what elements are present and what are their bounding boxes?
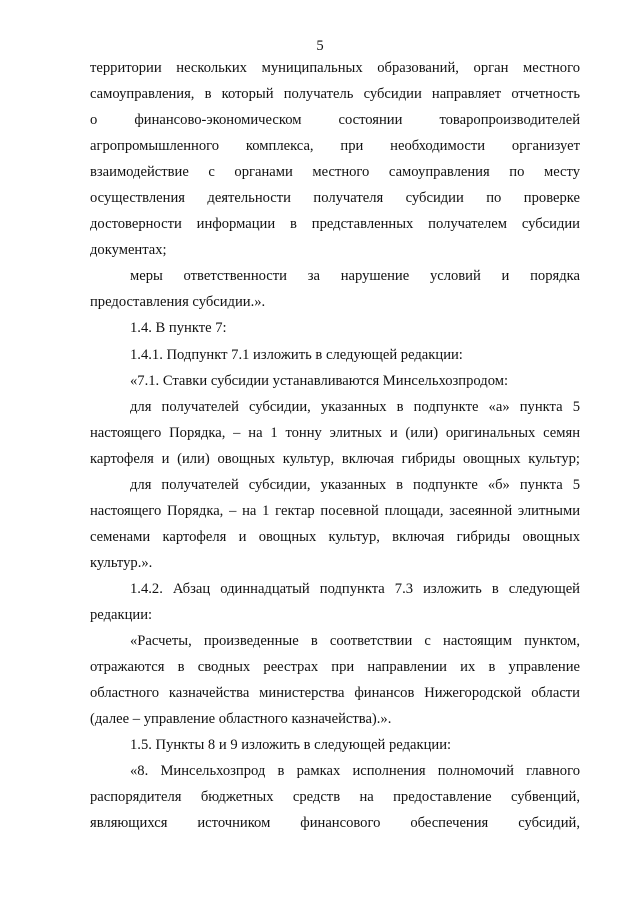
text-line: (далее – управление областного казначейства).». [90,711,392,728]
text-line: областного казначейства министерства финансов Нижегородской области [90,685,580,702]
text-line: взаимодействие с органами местного самоуправления по месту [90,164,580,181]
text-line: культур.». [90,554,153,571]
text-line: распорядителя бюджетных средств на предоставление субвенций, [90,789,580,806]
text-line: агропромышленного комплекса, при необходимости организует [90,138,580,155]
text-line: редакции: [90,606,153,623]
text-line: семенами картофеля и овощных культур, включая гибриды овощных [90,528,580,545]
text-line: для получателей субсидии, указанных в подпункте «а» пункта 5 [130,398,580,415]
text-line: настоящего Порядка, – на 1 гектар посевной площади, засеянной элитными [90,502,580,519]
text-line: территории нескольких муниципальных образований, орган местного [90,60,580,76]
page-number: 5 [316,38,324,54]
text-line: предоставления субсидии.». [90,294,266,311]
document-body [90,55,580,836]
text-line: 1.4.1. Подпункт 7.1 изложить в следующей редакции: [130,346,463,363]
text-line: «7.1. Ставки субсидии устанавливаются Минсельхозпродом: [130,372,508,389]
text-line: для получателей субсидии, указанных в подпункте «б» пункта 5 [130,476,580,493]
text-line: «8. Минсельхозпрод в рамках исполнения полномочий главного [130,763,580,780]
text-line: отражаются в сводных реестрах при направлении их в управление [90,659,580,676]
text-line: настоящего Порядка, – на 1 тонну элитных и (или) оригинальных семян [90,424,580,441]
text-line: 1.4.2. Абзац одиннадцатый подпункта 7.3 изложить в следующей [130,580,580,597]
text-line: 1.5. Пункты 8 и 9 изложить в следующей редакции: [130,737,452,754]
text-line: осуществления деятельности получателя субсидии по проверке [90,190,580,207]
text-line: «Расчеты, произведенные в соответствии с настоящим пунктом, [130,633,580,650]
text-line: документах; [90,242,167,259]
text-line: о финансово-экономическом состоянии товаропроизводителей [90,112,580,129]
text-line: 1.4. В пункте 7: [130,320,227,337]
text-line: самоуправления, в который получатель субсидии направляет отчетность [90,86,580,103]
text-line: картофеля и (или) овощных культур, включая гибриды овощных культур; [90,450,580,467]
text-line: меры ответственности за нарушение условий и порядка [130,268,580,285]
text-line: являющихся источником финансового обеспечения субсидий, [90,815,580,832]
text-line: достоверности информации в представленных получателем субсидии [90,216,580,233]
